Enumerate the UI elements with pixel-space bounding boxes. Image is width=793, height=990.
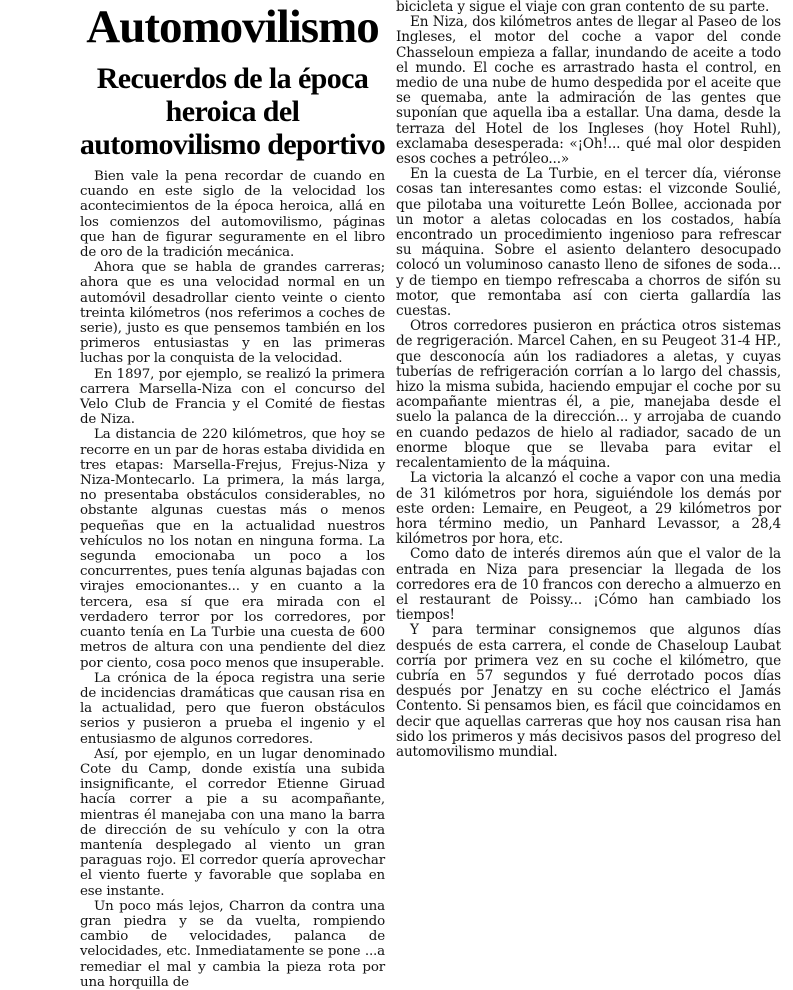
paragraph: Ahora que se habla de grandes carreras; ahora que es una velocidad normal en un automóvil desadrollar ciento veinte o ciento treinta kilómetros (nos referimos a coches de serie), justo es que pensemos también en los primeros entusiastas y en las primeras luchas por la conquista de la velocidad. <box>80 260 385 367</box>
paragraph: En 1897, por ejemplo, se realizó la primera carrera Marsella-Niza con el concurso del Velo Club de Francia y el Comité de fiestas de Niza. <box>80 366 385 428</box>
paragraph: La distancia de 220 kilómetros, que hoy se recorre en un par de horas estaba dividida en tres etapas: Marsella-Frejus, Frejus-Niza y Niza-Montecarlo. La primera, la más larga, no presentaba obstáculos considerables, no obstante algunas cuestas más o menos pequeñas que en la actualidad nuestros vehículos no los notan en ninguna forma. La segunda emocionaba un poco a los concurrentes, pues tenía algunas bajadas con virajes emocionantes... y en cuanto a la tercera, esa sí que era mirada con el verdadero terror por los corredores, por cuanto tenía en La Turbie una cuesta de 600 metros de altura con una pendiente del diez por ciento, cosa poco menos que insuperable. <box>80 427 385 671</box>
paragraph: Otros corredores pusieron en práctica otros sistemas de regrigeración. Marcel Cahen, en su Peugeot 31-4 HP., que desconocía aún los radiadores a aletas, y cuyas tuberías de refrigeración corrían a lo largo del chassis, hizo la misma subida, haciendo empujar el coche por su acompañante mientras él, a pie, manejaba desde el suelo la palanca de la dirección... y arrojaba de cuando en cuando pedazos de hielo al radiador, sacado de un enorme bloque que se llevaba para evitar el recalentamiento de la máquina. <box>396 318 781 472</box>
paragraph: En la cuesta de La Turbie, en el tercer día, viéronse cosas tan interesantes como estas: el vizconde Soulié, que pilotaba una voiturette León Bollee, accionada por un motor a aletas colocadas en los costados, había encontrado un procedimiento ingenioso para refrescar su máquina. Sobre el asiento delantero desocupado colocó un voluminoso canasto lleno de sifones de soda... y de tiempo en tiempo refrescaba a chorros de sifón su motor, que remontaba así con cierta gallardía las cuestas. <box>396 166 781 320</box>
paragraph: Como dato de interés diremos aún que el valor de la entrada en Niza para presenciar la llegada de los corredores era de 10 francos con derecho a almuerzo en el restaurant de Poissy... ¡Cómo han cambiado los tiempos! <box>396 546 781 624</box>
paragraph: La crónica de la época registra una serie de incidencias dramáticas que causan risa en la actualidad, pero que fueron obstáculos serios y pusieron a prueba el ingenio y el entusiasmo de algunos corredores. <box>80 670 385 747</box>
paragraph: Bien vale la pena recordar de cuando en cuando en este siglo de la velocidad los acontecimientos de la época heroica, allá en los comienzos del automovilismo, páginas que han de figurar seguramente en el libro de oro de la tradición mecánica. <box>80 169 385 261</box>
article-subtitle: Recuerdos de la época heroica del automovilismo deportivo <box>79 62 386 161</box>
paragraph: La victoria la alcanzó el coche a vapor con una media de 31 kilómetros por hora, siguiéndole los demás por este orden: Lemaire, en Peugeot, a 29 kilómetros por hora término medio, un Panhard Levassor, a 28,4 kilómetros por hora, etc. <box>396 470 781 548</box>
paragraph: Así, por ejemplo, en un lugar denominado Cote du Camp, donde existía una subida insignificante, el corredor Etienne Giruad hacía correr a pie a su acompañante, mientras él manejaba con una mano la barra de dirección de su vehículo y con la otra mantenía desplegado al viento un gran paraguas rojo. El corredor quería aprovechar el viento fuerte y favorable que soplaba en ese instante. <box>80 746 385 899</box>
paragraph: Y para terminar consignemos que algunos días después de esta carrera, el conde de Chaseloup Laubat corría por primera vez en su coche el kilómetro, que cubría en 57 segundos y fué derrotado pocos días después por Jenatzy en su coche eléctrico el Jamás Contento. Si pensamos bien, es fácil que coincidamos en decir que aquellas carreras que hoy nos causan risa han sido los primeros y más decisivos pasos del progreso del automovilismo mundial. <box>396 622 781 760</box>
paragraph: En Niza, dos kilómetros antes de llegar al Paseo de los Ingleses, el motor del coche a vapor del conde Chasseloun empieza a fallar, inundando de aceite a todo el mundo. El coche es arrastrado hasta el control, en medio de una nube de humo despedida por el aceite que se quemaba, ante la admiración de las gentes que suponían que aquella iba a estallar. Una dama, desde la terraza del Hotel de los Ingleses (hoy Hotel Ruhl), exclamaba desesperada: «¡Oh!... qué mal olor despiden esos coches a petróleo...» <box>396 14 781 168</box>
right-column <box>396 0 781 760</box>
paragraph-continued: bicicleta y sigue el viaje con gran contento de su parte. <box>396 0 770 15</box>
paragraph: Un poco más lejos, Charron da contra una gran piedra y se da vuelta, rompiendo cambio de velocidades, palanca de velocidades, etc. Inmediatamente se pone ...a remediar el mal y cambia la pieza rota por una horquilla de <box>80 898 385 990</box>
article-title: Automovilismo <box>86 1 379 53</box>
left-column <box>80 0 385 990</box>
